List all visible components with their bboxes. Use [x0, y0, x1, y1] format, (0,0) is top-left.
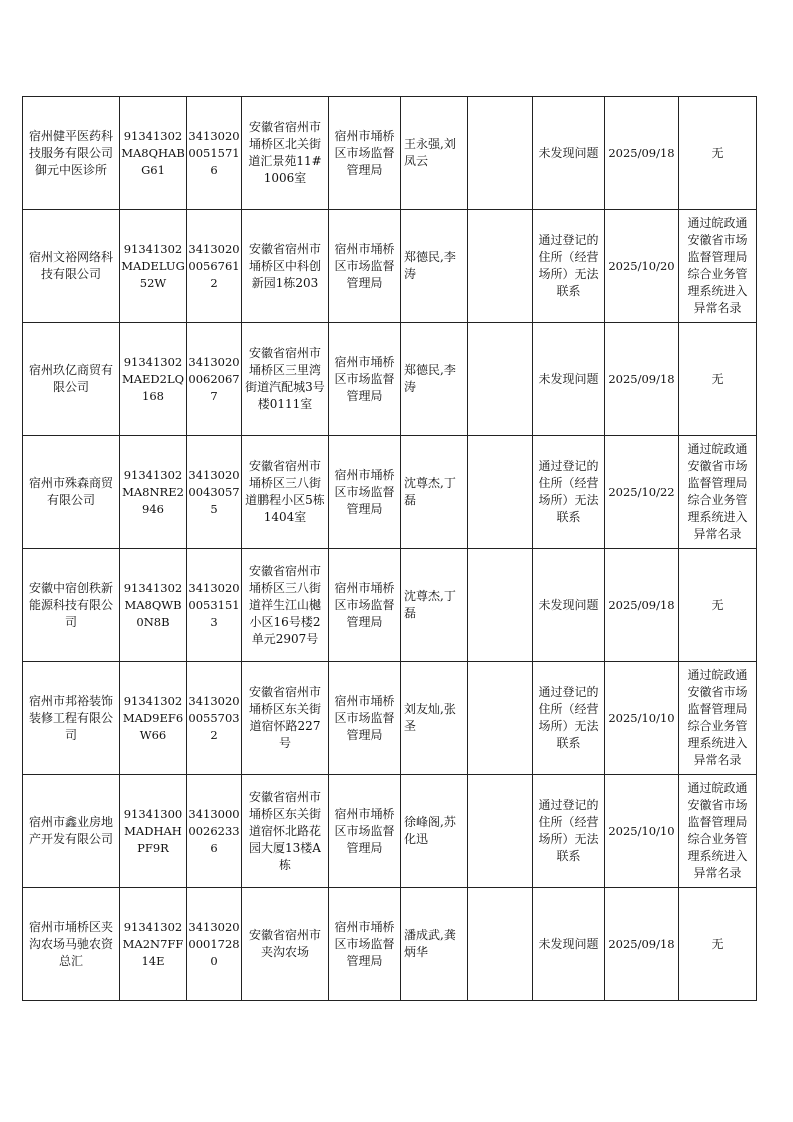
authority-cell: 宿州市埇桥区市场监督管理局: [329, 775, 401, 888]
inspectors-cell: 王永强,刘凤云: [401, 97, 468, 210]
address-cell: 安徽省宿州市埇桥区三里湾街道汽配城3号楼0111室: [242, 323, 329, 436]
company-name-cell: 宿州市埇桥区夹沟农场马驰农资总汇: [23, 888, 120, 1001]
company-name-cell: 宿州文裕网络科技有限公司: [23, 210, 120, 323]
address-cell: 安徽省宿州市埇桥区三八街道祥生江山樾小区16号楼2单元2907号: [242, 549, 329, 662]
inspection-result-cell: 未发现问题: [533, 549, 605, 662]
authority-cell: 宿州市埇桥区市场监督管理局: [329, 210, 401, 323]
inspection-date-cell: 2025/09/18: [605, 888, 679, 1001]
table-row: [23, 210, 757, 323]
empty-cell: [468, 210, 533, 323]
address-cell: 安徽省宿州市埇桥区东关街道宿怀路227号: [242, 662, 329, 775]
inspectors-cell: 刘友灿,张圣: [401, 662, 468, 775]
inspectors-cell: 潘成武,龚炳华: [401, 888, 468, 1001]
authority-cell: 宿州市埇桥区市场监督管理局: [329, 97, 401, 210]
action-cell: 无: [679, 323, 757, 436]
company-name-cell: 宿州健平医药科技服务有限公司御元中医诊所: [23, 97, 120, 210]
table-row: [23, 775, 757, 888]
company-name-cell: 宿州市邦裕装饰装修工程有限公司: [23, 662, 120, 775]
table-row: [23, 323, 757, 436]
credit-code-cell: 91341302MAED2LQ168: [120, 323, 187, 436]
empty-cell: [468, 549, 533, 662]
empty-cell: [468, 888, 533, 1001]
credit-code-cell: 91341302MA2N7FF14E: [120, 888, 187, 1001]
address-cell: 安徽省宿州市夹沟农场: [242, 888, 329, 1001]
inspection-date-cell: 2025/10/10: [605, 775, 679, 888]
inspection-records-table: [22, 96, 757, 1001]
action-cell: 无: [679, 549, 757, 662]
authority-cell: 宿州市埇桥区市场监督管理局: [329, 436, 401, 549]
registration-number-cell: 341302000017280: [187, 888, 242, 1001]
registration-number-cell: 341302000531513: [187, 549, 242, 662]
table-row: [23, 436, 757, 549]
inspection-result-cell: 通过登记的住所（经营场所）无法联系: [533, 436, 605, 549]
authority-cell: 宿州市埇桥区市场监督管理局: [329, 323, 401, 436]
inspection-date-cell: 2025/09/18: [605, 549, 679, 662]
inspection-date-cell: 2025/10/22: [605, 436, 679, 549]
inspectors-cell: 沈尊杰,丁磊: [401, 549, 468, 662]
inspectors-cell: 郑德民,李涛: [401, 323, 468, 436]
inspectors-cell: 徐峰阁,苏化迅: [401, 775, 468, 888]
table-row: [23, 888, 757, 1001]
authority-cell: 宿州市埇桥区市场监督管理局: [329, 549, 401, 662]
inspection-result-cell: 通过登记的住所（经营场所）无法联系: [533, 662, 605, 775]
inspection-date-cell: 2025/09/18: [605, 323, 679, 436]
empty-cell: [468, 775, 533, 888]
inspectors-cell: 沈尊杰,丁磊: [401, 436, 468, 549]
authority-cell: 宿州市埇桥区市场监督管理局: [329, 888, 401, 1001]
empty-cell: [468, 323, 533, 436]
empty-cell: [468, 662, 533, 775]
registration-number-cell: 341300000262336: [187, 775, 242, 888]
action-cell: 无: [679, 888, 757, 1001]
table-row: [23, 549, 757, 662]
inspection-result-cell: 通过登记的住所（经营场所）无法联系: [533, 775, 605, 888]
inspection-date-cell: 2025/10/20: [605, 210, 679, 323]
registration-number-cell: 341302000515716: [187, 97, 242, 210]
address-cell: 安徽省宿州市埇桥区中科创新园1栋203: [242, 210, 329, 323]
action-cell: 通过皖政通安徽省市场监督管理局综合业务管理系统进入异常名录: [679, 436, 757, 549]
credit-code-cell: 91341300MADHAHPF9R: [120, 775, 187, 888]
credit-code-cell: 91341302MAD9EF6W66: [120, 662, 187, 775]
company-name-cell: 宿州玖亿商贸有限公司: [23, 323, 120, 436]
inspection-result-cell: 未发现问题: [533, 888, 605, 1001]
action-cell: 通过皖政通安徽省市场监督管理局综合业务管理系统进入异常名录: [679, 662, 757, 775]
registration-number-cell: 341302000430575: [187, 436, 242, 549]
registration-number-cell: 341302000620677: [187, 323, 242, 436]
address-cell: 安徽省宿州市埇桥区北关街道汇景苑11#1006室: [242, 97, 329, 210]
company-name-cell: 安徽中宿创秩新能源科技有限公司: [23, 549, 120, 662]
inspection-result-cell: 未发现问题: [533, 97, 605, 210]
company-name-cell: 宿州市鑫业房地产开发有限公司: [23, 775, 120, 888]
inspection-result-cell: 未发现问题: [533, 323, 605, 436]
company-name-cell: 宿州市殊森商贸有限公司: [23, 436, 120, 549]
empty-cell: [468, 97, 533, 210]
table-row: [23, 662, 757, 775]
action-cell: 通过皖政通安徽省市场监督管理局综合业务管理系统进入异常名录: [679, 775, 757, 888]
empty-cell: [468, 436, 533, 549]
inspection-date-cell: 2025/09/18: [605, 97, 679, 210]
action-cell: 通过皖政通安徽省市场监督管理局综合业务管理系统进入异常名录: [679, 210, 757, 323]
inspectors-cell: 郑德民,李涛: [401, 210, 468, 323]
address-cell: 安徽省宿州市埇桥区东关街道宿怀北路花园大厦13楼A栋: [242, 775, 329, 888]
credit-code-cell: 91341302MA8NRE2946: [120, 436, 187, 549]
table-row: [23, 97, 757, 210]
action-cell: 无: [679, 97, 757, 210]
inspection-result-cell: 通过登记的住所（经营场所）无法联系: [533, 210, 605, 323]
registration-number-cell: 341302000557032: [187, 662, 242, 775]
inspection-date-cell: 2025/10/10: [605, 662, 679, 775]
registration-number-cell: 341302000567612: [187, 210, 242, 323]
credit-code-cell: 91341302MA8QHABG61: [120, 97, 187, 210]
address-cell: 安徽省宿州市埇桥区三八街道鹏程小区5栋1404室: [242, 436, 329, 549]
authority-cell: 宿州市埇桥区市场监督管理局: [329, 662, 401, 775]
credit-code-cell: 91341302MA8QWB0N8B: [120, 549, 187, 662]
credit-code-cell: 91341302MADELUG52W: [120, 210, 187, 323]
